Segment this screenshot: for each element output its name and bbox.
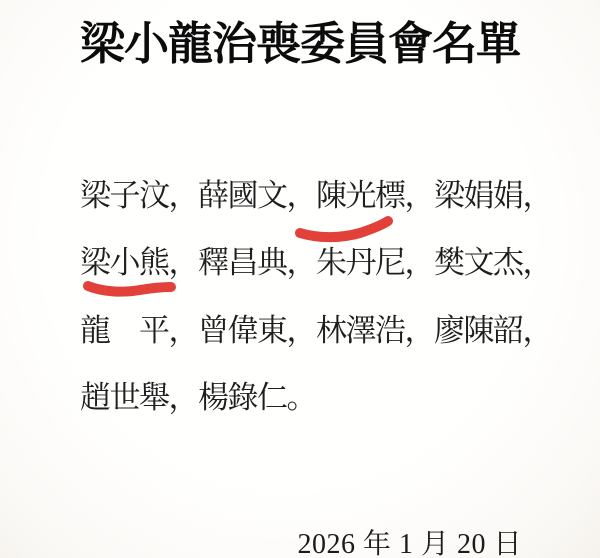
name-list-line-1: 梁子汶，薛國文，陳光標，梁娟娟， bbox=[80, 178, 552, 213]
date-text: 2026 年 1 月 20 日 bbox=[297, 529, 522, 558]
name-list-line-4: 趙世舉，楊錄仁。 bbox=[80, 380, 316, 415]
name-list-line-2: 梁小熊，釋昌典，朱丹尼，樊文杰， bbox=[80, 245, 552, 280]
red-underline-mark-1 bbox=[300, 221, 388, 237]
name-list-line-3: 龍 平，曾偉東，林澤浩，廖陳韶， bbox=[80, 313, 552, 348]
page-title: 梁小龍治喪委員會名單 bbox=[79, 19, 520, 69]
red-underline-mark-2 bbox=[88, 286, 171, 292]
